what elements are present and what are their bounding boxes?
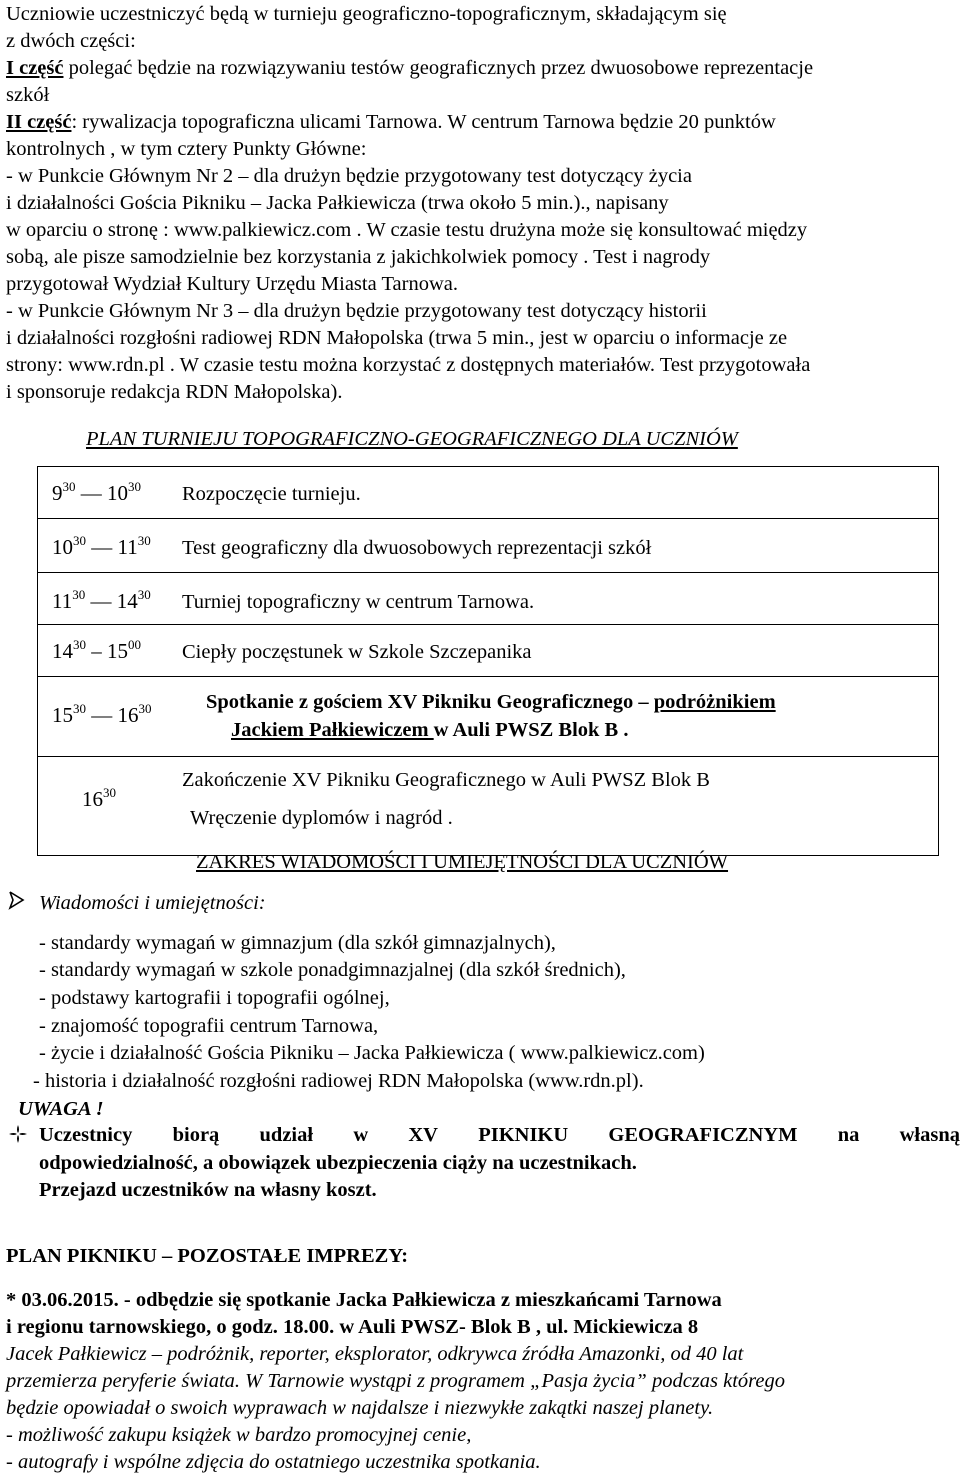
warning-line-1: Uczestnicy biorą udział w XV PIKNIKU GEOGRAFICZNYM na własną xyxy=(39,1124,960,1146)
picnic-desc-line: będzie opowiadał o swoich wyprawach w najdalsze i niezwykłe zakątki naszej planety. xyxy=(6,1397,714,1419)
plan-title: PLAN TURNIEJU TOPOGRAFICZNO-GEOGRAFICZNEGO DLA UCZNIÓW xyxy=(86,428,738,450)
arrow-bullet-icon xyxy=(8,890,26,916)
scope-title: ZAKRES WIADOMOŚCI I UMIEJĘTNOŚCI DLA UCZNIÓW xyxy=(196,851,729,873)
desc-cell-line-2: Jackiem Pałkiewiczem w Auli PWSZ Blok B . xyxy=(231,719,629,741)
warning-line-2: odpowiedzialność, a obowiązek ubezpieczenia ciąży na uczestnikach. xyxy=(39,1152,637,1174)
time-cell: $11^{30}$ — $14^{30}$ xyxy=(52,587,151,613)
intro-line-11: przygotował Wydział Kultury Urzędu Miasta Tarnowa. xyxy=(6,273,459,295)
part-2-label: II część xyxy=(6,111,72,133)
table-row xyxy=(38,757,938,855)
intro-line-2: z dwóch części: xyxy=(6,30,136,52)
warning-label: UWAGA ! xyxy=(18,1098,104,1120)
scope-item: - życie i działalność Gościa Pikniku – Jacka Pałkiewicza ( www.palkiewicz.com) xyxy=(39,1042,705,1064)
part-1-text: polegać będzie na rozwiązywaniu testów geograficznych przez dwuosobowe reprezentacje xyxy=(63,57,814,79)
part-1-label: I część xyxy=(6,57,64,79)
time-cell: $9^{30}$ — $10^{30}$ xyxy=(52,479,141,505)
intro-line-6: kontrolnych , w tym cztery Punkty Główne: xyxy=(6,138,367,160)
intro-line-13: i działalności rozgłośni radiowej RDN Małopolska (trwa 5 min., jest w oparciu o informacje ze xyxy=(6,327,788,349)
intro-line-14: strony: www.rdn.pl . W czasie testu można korzystać z dostępnych materiałów. Test przygotowała xyxy=(6,354,811,376)
picnic-event-line-2: i regionu tarnowskiego, o godz. 18.00. w Auli PWSZ- Blok B , ul. Mickiewicza 8 xyxy=(6,1316,699,1338)
picnic-desc-line: - autografy i wspólne zdjęcia do ostatniego uczestnika spotkania. xyxy=(6,1451,541,1473)
desc-cell-line-1: Zakończenie XV Pikniku Geograficznego w Auli PWSZ Blok B xyxy=(182,769,710,791)
intro-line-15: i sponsoruje redakcja RDN Małopolska). xyxy=(6,381,343,403)
warning-line-3: Przejazd uczestników na własny koszt. xyxy=(39,1179,377,1201)
table-row xyxy=(38,467,938,519)
intro-line-8: i działalności Gościa Pikniku – Jacka Pałkiewicza (trwa około 5 min.)., napisany xyxy=(6,192,669,214)
picnic-desc-line: - możliwość zakupu książek w bardzo promocyjnej cenie, xyxy=(6,1424,472,1446)
picnic-desc-line: Jacek Pałkiewicz – podróżnik, reporter, eksplorator, odkrywca źródła Amazonki, od 40 lat xyxy=(6,1343,744,1365)
intro-line-10: sobą, ale pisze samodzielnie bez korzystania z jakichkolwiek pomocy . Test i nagrody xyxy=(6,246,711,268)
time-cell: $16^{30}$ xyxy=(82,785,116,811)
intro-line-12: - w Punkcie Głównym Nr 3 – dla drużyn będzie przygotowany test dotyczący historii xyxy=(6,300,707,322)
part-2-text: : rywalizacja topograficzna ulicami Tarnowa. W centrum Tarnowa będzie 20 punktów xyxy=(71,111,776,133)
intro-line-9: w oparciu o stronę : www.palkiewicz.com . W czasie testu drużyna może się konsultować między xyxy=(6,219,808,241)
desc-cell: Rozpoczęcie turnieju. xyxy=(182,483,361,505)
part-1-line xyxy=(6,56,813,80)
schedule-table xyxy=(37,466,939,856)
picnic-event-line-1: * 03.06.2015. - odbędzie się spotkanie Jacka Pałkiewicza z mieszkańcami Tarnowa xyxy=(6,1289,722,1311)
picnic-desc-line: przemierza peryferie świata. W Tarnowie wystąpi z programem „Pasja życia” podczas którego xyxy=(6,1370,785,1392)
scope-item: - standardy wymagań w gimnazjum (dla szkół gimnazjalnych), xyxy=(39,932,556,954)
table-row xyxy=(38,519,938,573)
time-cell: $15^{30}$ — $16^{30}$ xyxy=(52,701,152,727)
diamond-bullet-icon xyxy=(8,1124,28,1150)
desc-cell: Test geograficzny dla dwuosobowych reprezentacji szkół xyxy=(182,537,652,559)
intro-line-4: szkół xyxy=(6,84,50,106)
intro-line-1: Uczniowie uczestniczyć będą w turnieju geograficzno-topograficznym, składającym się xyxy=(6,3,727,25)
scope-bullet-label: Wiadomości i umiejętności: xyxy=(39,892,266,914)
scope-item: - historia i działalność rozgłośni radiowej RDN Małopolska (www.rdn.pl). xyxy=(33,1070,644,1092)
desc-cell: Ciepły poczęstunek w Szkole Szczepanika xyxy=(182,641,532,663)
scope-item: - standardy wymagań w szkole ponadgimnazjalnej (dla szkół średnich), xyxy=(39,959,626,981)
table-row xyxy=(38,625,938,677)
table-row xyxy=(38,573,938,625)
time-cell: $10^{30}$ — $11^{30}$ xyxy=(52,533,151,559)
table-row xyxy=(38,677,938,757)
desc-cell-line-1: Spotkanie z gościem XV Pikniku Geograficznego – podróżnikiem xyxy=(206,691,776,713)
scope-item: - znajomość topografii centrum Tarnowa, xyxy=(39,1015,379,1037)
desc-cell: Turniej topograficzny w centrum Tarnowa. xyxy=(182,591,535,613)
part-2-line xyxy=(6,110,776,134)
scope-item: - podstawy kartografii i topografii ogólnej, xyxy=(39,987,390,1009)
desc-cell-line-2: Wręczenie dyplomów i nagród . xyxy=(190,807,453,829)
time-cell: $14^{30} - 15^{00}$ xyxy=(52,637,141,663)
picnic-title: PLAN PIKNIKU – POZOSTAŁE IMPREZY: xyxy=(6,1245,409,1267)
intro-line-7: - w Punkcie Głównym Nr 2 – dla drużyn będzie przygotowany test dotyczący życia xyxy=(6,165,692,187)
